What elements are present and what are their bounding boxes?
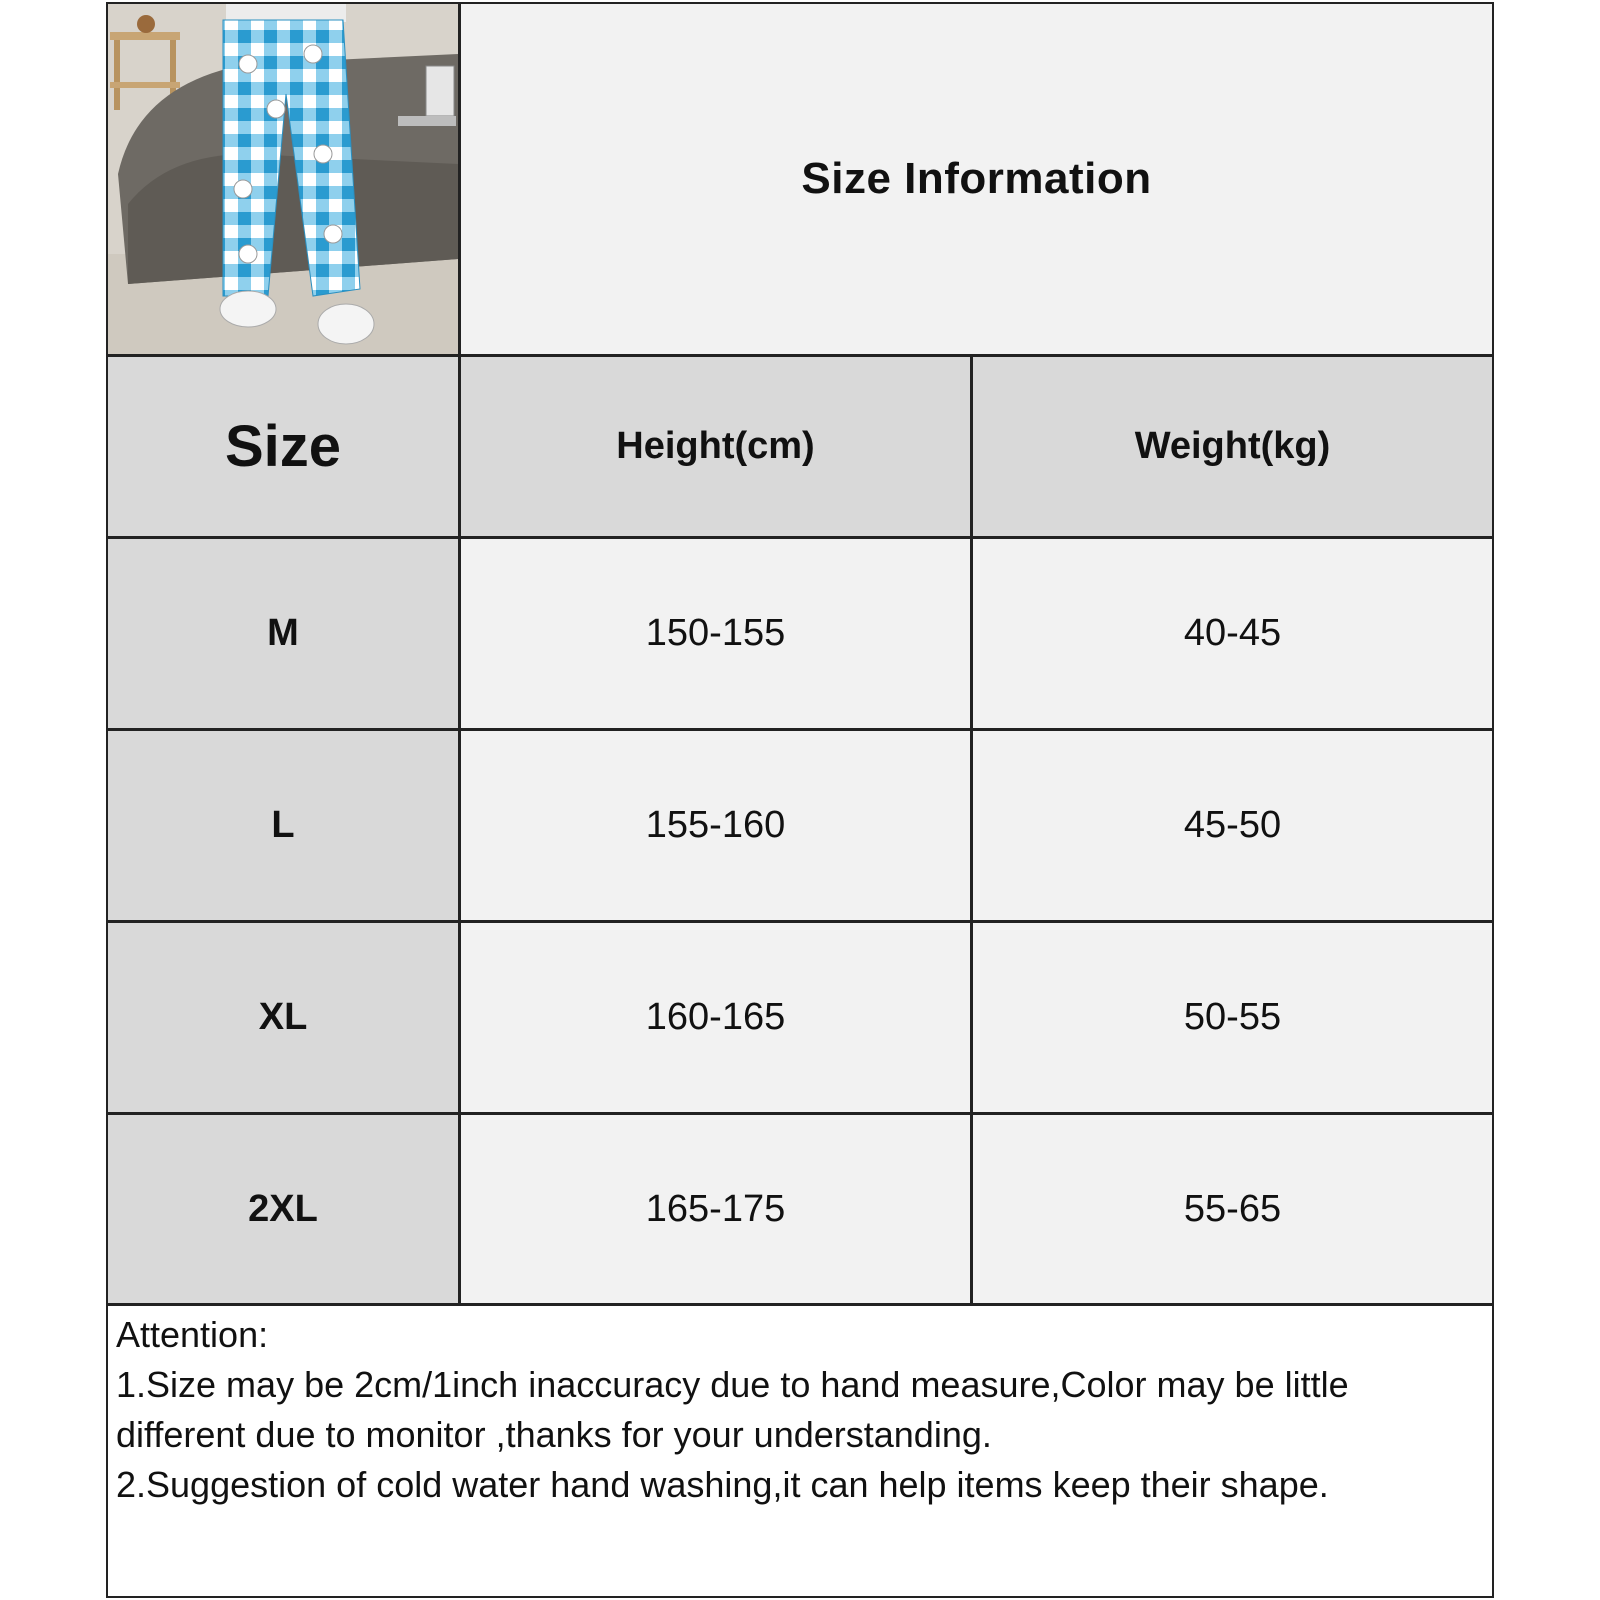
weight-value: 45-50 <box>1183 804 1282 846</box>
page-title: Size Information <box>801 154 1152 203</box>
table-row-weight <box>973 731 1492 920</box>
notes-heading: Attention: <box>116 1314 269 1355</box>
attention-notes <box>108 1306 1492 1596</box>
table-row-size <box>108 539 458 728</box>
size-chart <box>106 2 1494 1598</box>
table-row-size <box>108 1115 458 1303</box>
table-row-weight <box>973 923 1492 1112</box>
header-size <box>108 357 458 536</box>
divider <box>108 920 1492 923</box>
divider <box>108 728 1492 731</box>
divider <box>108 354 1492 357</box>
table-row-weight <box>973 1115 1492 1303</box>
header-height-label: Height(cm) <box>616 425 815 467</box>
table-row-weight <box>973 539 1492 728</box>
table-row-size <box>108 923 458 1112</box>
table-row-size <box>108 731 458 920</box>
table-row-height <box>461 539 970 728</box>
divider <box>970 354 973 1306</box>
divider <box>458 4 461 1306</box>
divider <box>108 536 1492 539</box>
title-cell <box>458 4 1492 354</box>
notes-line-2: 2.Suggestion of cold water hand washing,it can help items keep their shape. <box>116 1464 1329 1505</box>
notes-line-1: 1.Size may be 2cm/1inch inaccuracy due to hand measure,Color may be little different due to monitor ,thanks for your understanding. <box>116 1364 1349 1455</box>
header-weight-label: Weight(kg) <box>1134 425 1331 467</box>
size-value: M <box>267 612 299 654</box>
height-value: 160-165 <box>645 996 786 1038</box>
height-value: 155-160 <box>645 804 786 846</box>
header-weight <box>973 357 1492 536</box>
weight-value: 50-55 <box>1183 996 1282 1038</box>
size-value: L <box>271 804 295 846</box>
divider <box>108 1112 1492 1115</box>
header-size-label: Size <box>224 414 342 479</box>
table-row-height <box>461 1115 970 1303</box>
size-value: 2XL <box>248 1187 318 1230</box>
height-value: 150-155 <box>645 612 786 654</box>
weight-value: 55-65 <box>1183 1187 1282 1230</box>
size-value: XL <box>258 996 308 1038</box>
product-photo-illustration <box>108 4 458 354</box>
table-row-height <box>461 731 970 920</box>
header-height <box>461 357 970 536</box>
product-photo <box>108 4 458 354</box>
weight-value: 40-45 <box>1183 612 1282 654</box>
table-row-height <box>461 923 970 1112</box>
height-value: 165-175 <box>645 1187 786 1230</box>
